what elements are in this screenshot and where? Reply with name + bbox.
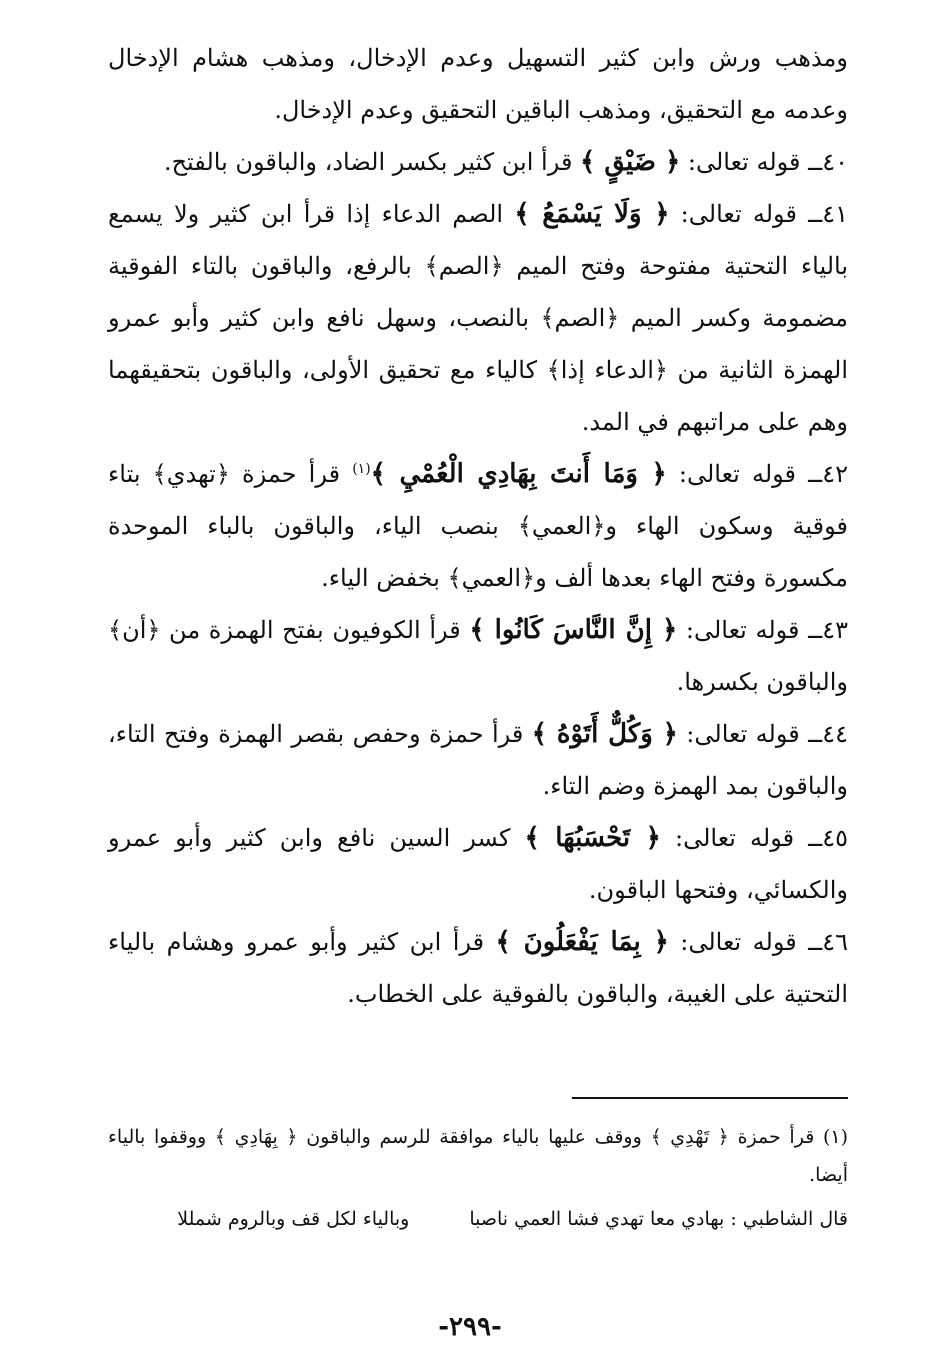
item-number: ٤٠ــ: [808, 148, 848, 176]
paragraph-43: [108, 604, 848, 708]
item-number: ٤٢ــ: [808, 460, 848, 488]
paragraph-40: [108, 136, 848, 188]
footnote-text: (١) قرأ حمزة ﴿ تَهْدِي ﴾ ووقف عليها بالياء موافقة للرسم والباقون ﴿ بِهَادِي ﴾ ووقفوا بالياء أيضا.: [108, 1126, 848, 1186]
paragraph-continuation: [108, 32, 848, 136]
item-lead: قوله تعالى:: [677, 720, 809, 748]
item-lead: قوله تعالى:: [660, 824, 809, 852]
item-number: ٤٣ــ: [808, 616, 848, 644]
item-text: قرأ حمزة ﴿تهدي﴾ بتاء فوقية وسكون الهاء و﴿العمي﴾ بنصب الياء، والباقون بالباء الموحدة مكسورة وفتح الهاء بعدها ألف و﴿العمي﴾ بخفض الياء.: [108, 460, 848, 592]
quran-word: ﴿ تَحْسَبُهَا ﴾: [524, 823, 661, 853]
item-lead: قوله تعالى:: [666, 460, 809, 488]
quran-word: ﴿ ضَيْقٍ ﴾: [580, 147, 681, 177]
quran-word: ﴿ إِنَّ النَّاسَ كَانُوا ﴾: [469, 615, 678, 645]
paragraph-46: [108, 916, 848, 1020]
footnote-1: [108, 1118, 848, 1194]
item-lead: قوله تعالى:: [677, 616, 809, 644]
item-lead: قوله تعالى:: [668, 928, 809, 956]
paragraph-42: [108, 448, 848, 604]
paragraph-41: [108, 188, 848, 448]
verse-speaker: قال الشاطبي :: [730, 1208, 848, 1230]
verse-hemistich-second: وبالياء لكل قف وبالروم شمللا: [177, 1208, 410, 1230]
footnotes: [108, 1118, 848, 1194]
paragraph-text: ومذهب ورش وابن كثير التسهيل وعدم الإدخال، ومذهب هشام الإدخال وعدمه مع التحقيق، ومذهب الباقين التحقيق وعدم الإدخال.: [108, 44, 848, 124]
item-number: ٤٥ــ: [808, 824, 848, 852]
item-lead: قوله تعالى:: [669, 200, 809, 228]
item-text: كسر السين نافع وابن كثير وأبو عمرو والكسائي، وفتحها الباقون.: [108, 824, 848, 904]
quran-word: ﴿ وَكُلٌّ أَتَوْهُ ﴾: [531, 719, 678, 749]
item-number: ٤١ــ: [808, 200, 848, 228]
item-text: قرأ ابن كثير وأبو عمرو وهشام بالياء التحتية على الغيبة، والباقون بالفوقية على الخطاب.: [108, 928, 848, 1008]
poem-verse: [108, 1200, 848, 1238]
item-number: ٤٦ــ: [808, 928, 848, 956]
quran-word: ﴿ وَلَا يَسْمَعُ ﴾: [514, 199, 670, 229]
quran-word: ﴿ وَمَا أَنتَ بِهَادِي الْعُمْيِ ﴾: [370, 459, 667, 489]
item-text: قرأ ابن كثير بكسر الضاد، والباقون بالفتح.: [163, 148, 581, 176]
item-number: ٤٤ــ: [808, 720, 848, 748]
item-text: قرأ حمزة وحفص بقصر الهمزة وفتح التاء، والباقون بمد الهمزة وضم التاء.: [108, 720, 848, 800]
footnote-divider: [572, 1097, 848, 1099]
footnote-marker[interactable]: (١): [352, 461, 371, 477]
page-number: -٢٩٩-: [438, 1312, 502, 1342]
paragraph-44: [108, 708, 848, 812]
main-text: [108, 32, 848, 1020]
item-lead: قوله تعالى:: [680, 148, 809, 176]
quran-word: ﴿ بِمَا يَفْعَلُونَ ﴾: [495, 927, 669, 957]
paragraph-45: [108, 812, 848, 916]
item-text: الصم الدعاء إذا قرأ ابن كثير ولا يسمع بالياء التحتية مفتوحة وفتح الميم ﴿الصم﴾ بالرفع، والباقون بالتاء الفوقية مضمومة وكسر الميم ﴿الصم﴾ بالنصب، وسهل نافع وابن كثير وأبو عمرو الهمزة الثانية من ﴿الدعاء إذا﴾ كالياء مع تحقيق الأولى، والباقون بتحقيقهما وهم على مراتبهم في المد.: [108, 200, 848, 436]
verse-hemistich-first: بهادي معا تهدي فشا العمي ناصبا: [469, 1208, 725, 1230]
item-text: قرأ الكوفيون بفتح الهمزة من ﴿أن﴾ والباقون بكسرها.: [108, 616, 848, 696]
